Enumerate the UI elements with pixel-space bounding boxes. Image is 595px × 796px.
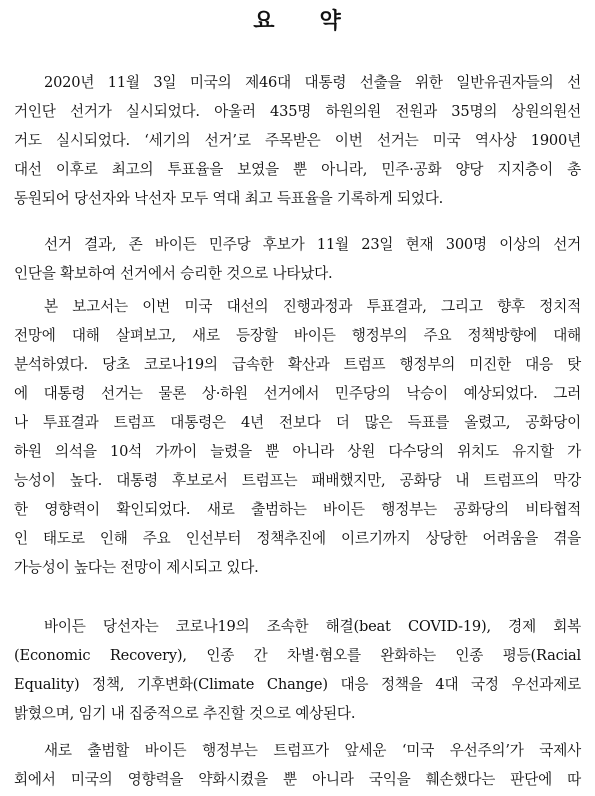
paragraph-line: 대선 이후로 최고의 투표율을 보였을 뿐 아니라, 민주·공화 양당 지지층이 총 bbox=[14, 161, 581, 178]
paragraph-line: (Economic Recovery), 인종 간 차별·혐오를 완화하는 인종 평등(Racial bbox=[14, 647, 581, 664]
paragraph-line: 한 영향력이 확인되었다. 새로 출범하는 바이든 행정부는 공화당의 비타협적 bbox=[14, 501, 581, 518]
paragraph-line: 전망에 대해 살펴보고, 새로 등장할 바이든 행정부의 주요 정책방향에 대해 bbox=[14, 327, 581, 344]
paragraph-line: 회에서 미국의 영향력을 약화시켰을 뿐 아니라 국익을 훼손했다는 판단에 따 bbox=[14, 771, 581, 788]
paragraph-line: 본 보고서는 이번 미국 대선의 진행과정과 투표결과, 그리고 향후 정치적 bbox=[44, 298, 581, 315]
paragraph-line: 나 투표결과 트럼프 대통령은 4년 전보다 더 많은 득표를 올렸고, 공화당이 bbox=[14, 414, 581, 431]
paragraph-line: 새로 출범할 바이든 행정부는 트럼프가 앞세운 ‘미국 우선주의’가 국제사 bbox=[44, 742, 581, 759]
paragraph-line: 가능성이 높다는 전망이 제시되고 있다. bbox=[14, 559, 259, 576]
paragraph-line: 2020년 11월 3일 미국의 제46대 대통령 선출을 위한 일반유권자들의 선 bbox=[44, 74, 581, 91]
title-char-left: 요 bbox=[253, 9, 276, 34]
paragraph-line: 거인단 선거가 실시되었다. 아울러 435명 하원의원 전원과 35명의 상원의원선 bbox=[14, 103, 581, 120]
paragraph-line: 선거 결과, 존 바이든 민주당 후보가 11월 23일 현재 300명 이상의 선거 bbox=[44, 236, 581, 253]
paragraph-line: 분석하였다. 당초 코로나19의 급속한 확산과 트럼프 행정부의 미진한 대응 탓 bbox=[14, 356, 581, 373]
paragraph-line: 인단을 확보하여 선거에서 승리한 것으로 나타났다. bbox=[14, 265, 333, 282]
paragraph-line: 밝혔으며, 임기 내 집중적으로 추진할 것으로 예상된다. bbox=[14, 705, 356, 722]
paragraph-line: 에 대통령 선거는 물론 상·하원 선거에서 민주당의 낙승이 예상되었다. 그러 bbox=[14, 385, 581, 402]
paragraph-line: Equality) 정책, 기후변화(Climate Change) 대응 정책을 4대 국정 우선과제로 bbox=[14, 676, 581, 693]
page-title bbox=[0, 4, 595, 35]
paragraph-line: 바이든 당선자는 코로나19의 조속한 해결(beat COVID-19), 경제 회복 bbox=[44, 618, 581, 635]
title-char-right: 약 bbox=[319, 9, 342, 34]
paragraph-line: 인 태도로 인해 주요 인선부터 정책추진에 이르기까지 상당한 어려움을 겪을 bbox=[14, 530, 581, 547]
paragraph-line: 하원 의석을 10석 가까이 늘렸을 뿐 아니라 상원 다수당의 위치도 유지할 가 bbox=[14, 443, 581, 460]
paragraph-line: 동원되어 당선자와 낙선자 모두 역대 최고 득표율을 기록하게 되었다. bbox=[14, 190, 444, 207]
paragraph-line: 거도 실시되었다. ‘세기의 선거’로 주목받은 이번 선거는 미국 역사상 1900년 bbox=[14, 132, 581, 149]
paragraph-line: 능성이 높다. 대통령 후보로서 트럼프는 패배했지만, 공화당 내 트럼프의 막강 bbox=[14, 472, 581, 489]
